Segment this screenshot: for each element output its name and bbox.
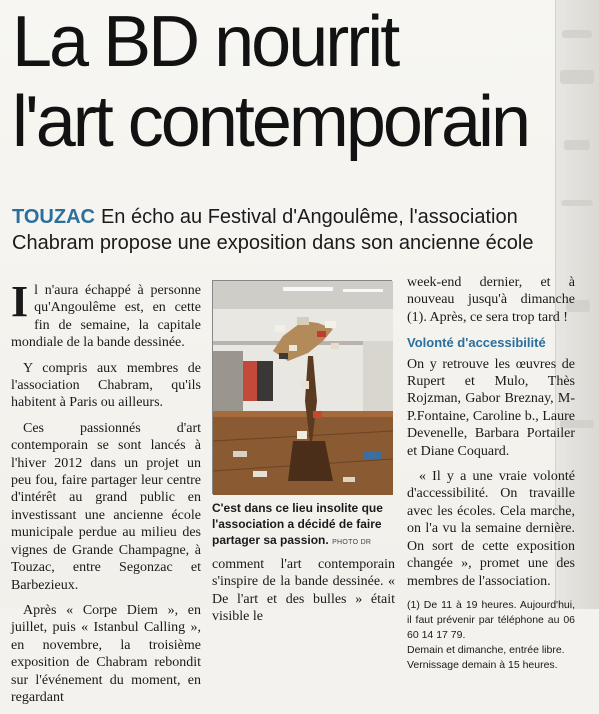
caption-text: C'est dans ce lieu insolite que l'association a décidé de faire partager sa passion.: [212, 501, 383, 547]
kicker: TOUZAC: [12, 206, 95, 228]
footnote-line: Vernissage demain à 15 heures.: [407, 658, 558, 671]
column-2-continuation: [212, 556, 395, 626]
headline-line-2: l'art contemporain: [12, 82, 529, 162]
footnote-line: Demain et dimanche, entrée libre.: [407, 643, 565, 656]
column-1: [11, 277, 201, 714]
headline: [12, 2, 572, 162]
article-photo: [212, 280, 392, 494]
paragraph-text: l n'aura échappé à personne qu'Angoulême est, en cette fin de semaine, la capitale mondiale de la bande dessinée.: [11, 283, 201, 351]
subheading: Volonté d'accessibilité: [407, 335, 546, 351]
deck-text: En écho au Festival d'Angoulême, l'association Chabram propose une exposition dans son ancienne école: [12, 206, 534, 254]
paragraph: Après « Corpe Diem », en juillet, puis « Istanbul Calling », en novembre, la troisième exposition de Chabram rebondit sur l'événement du moment, en regardant: [11, 602, 201, 705]
paragraph: On y retrouve les œuvres de Rupert et Mulo, Thès Rojzman, Gabor Breznay, M-P.Fontaine, Caroline b., Laure Devenelle, Barbara Portailer et Diane Coquard.: [407, 356, 575, 459]
photo-credit: PHOTO DR: [332, 539, 372, 546]
paragraph: Y compris aux membres de l'association Chabram, qu'ils habitent à Paris ou ailleurs.: [11, 360, 201, 411]
paragraph: comment l'art contemporain s'inspire de la bande dessinée. « De l'art et des bulles » était visible le: [212, 557, 395, 625]
deck: [12, 204, 572, 256]
column-3: [407, 274, 575, 673]
paragraph: [11, 277, 201, 352]
footnote-line: (1) De 11 à 19 heures. Aujourd'hui, il faut prévenir par téléphone au 06 60 14 17 79.: [407, 598, 575, 641]
headline-line-1: La BD nourrit: [12, 2, 398, 82]
paragraph: week-end dernier, et à nouveau jusqu'à dimanche (1). Après, ce sera trop tard !: [407, 275, 575, 325]
drop-cap: I: [11, 277, 29, 326]
photo-caption: [212, 500, 394, 551]
paragraph: « Il y a une vraie volonté d'accessibilité. On travaille avec les écoles. Cela marche, on l'a vu la semaine dernière. On sort de cette exposition changée », promet une des membres de l'association.: [407, 469, 575, 589]
footnote: [407, 598, 575, 673]
paragraph: Ces passionnés d'art contemporain se sont lancés à l'hiver 2012 dans un projet un peu fou, faire partager leur centre d'intérêt au grand public en investissant une ancienne école municipale perdue au milieu des vignes de Grande Champagne, à Touzac, entre Segonzac et Barbezieux.: [11, 420, 201, 593]
